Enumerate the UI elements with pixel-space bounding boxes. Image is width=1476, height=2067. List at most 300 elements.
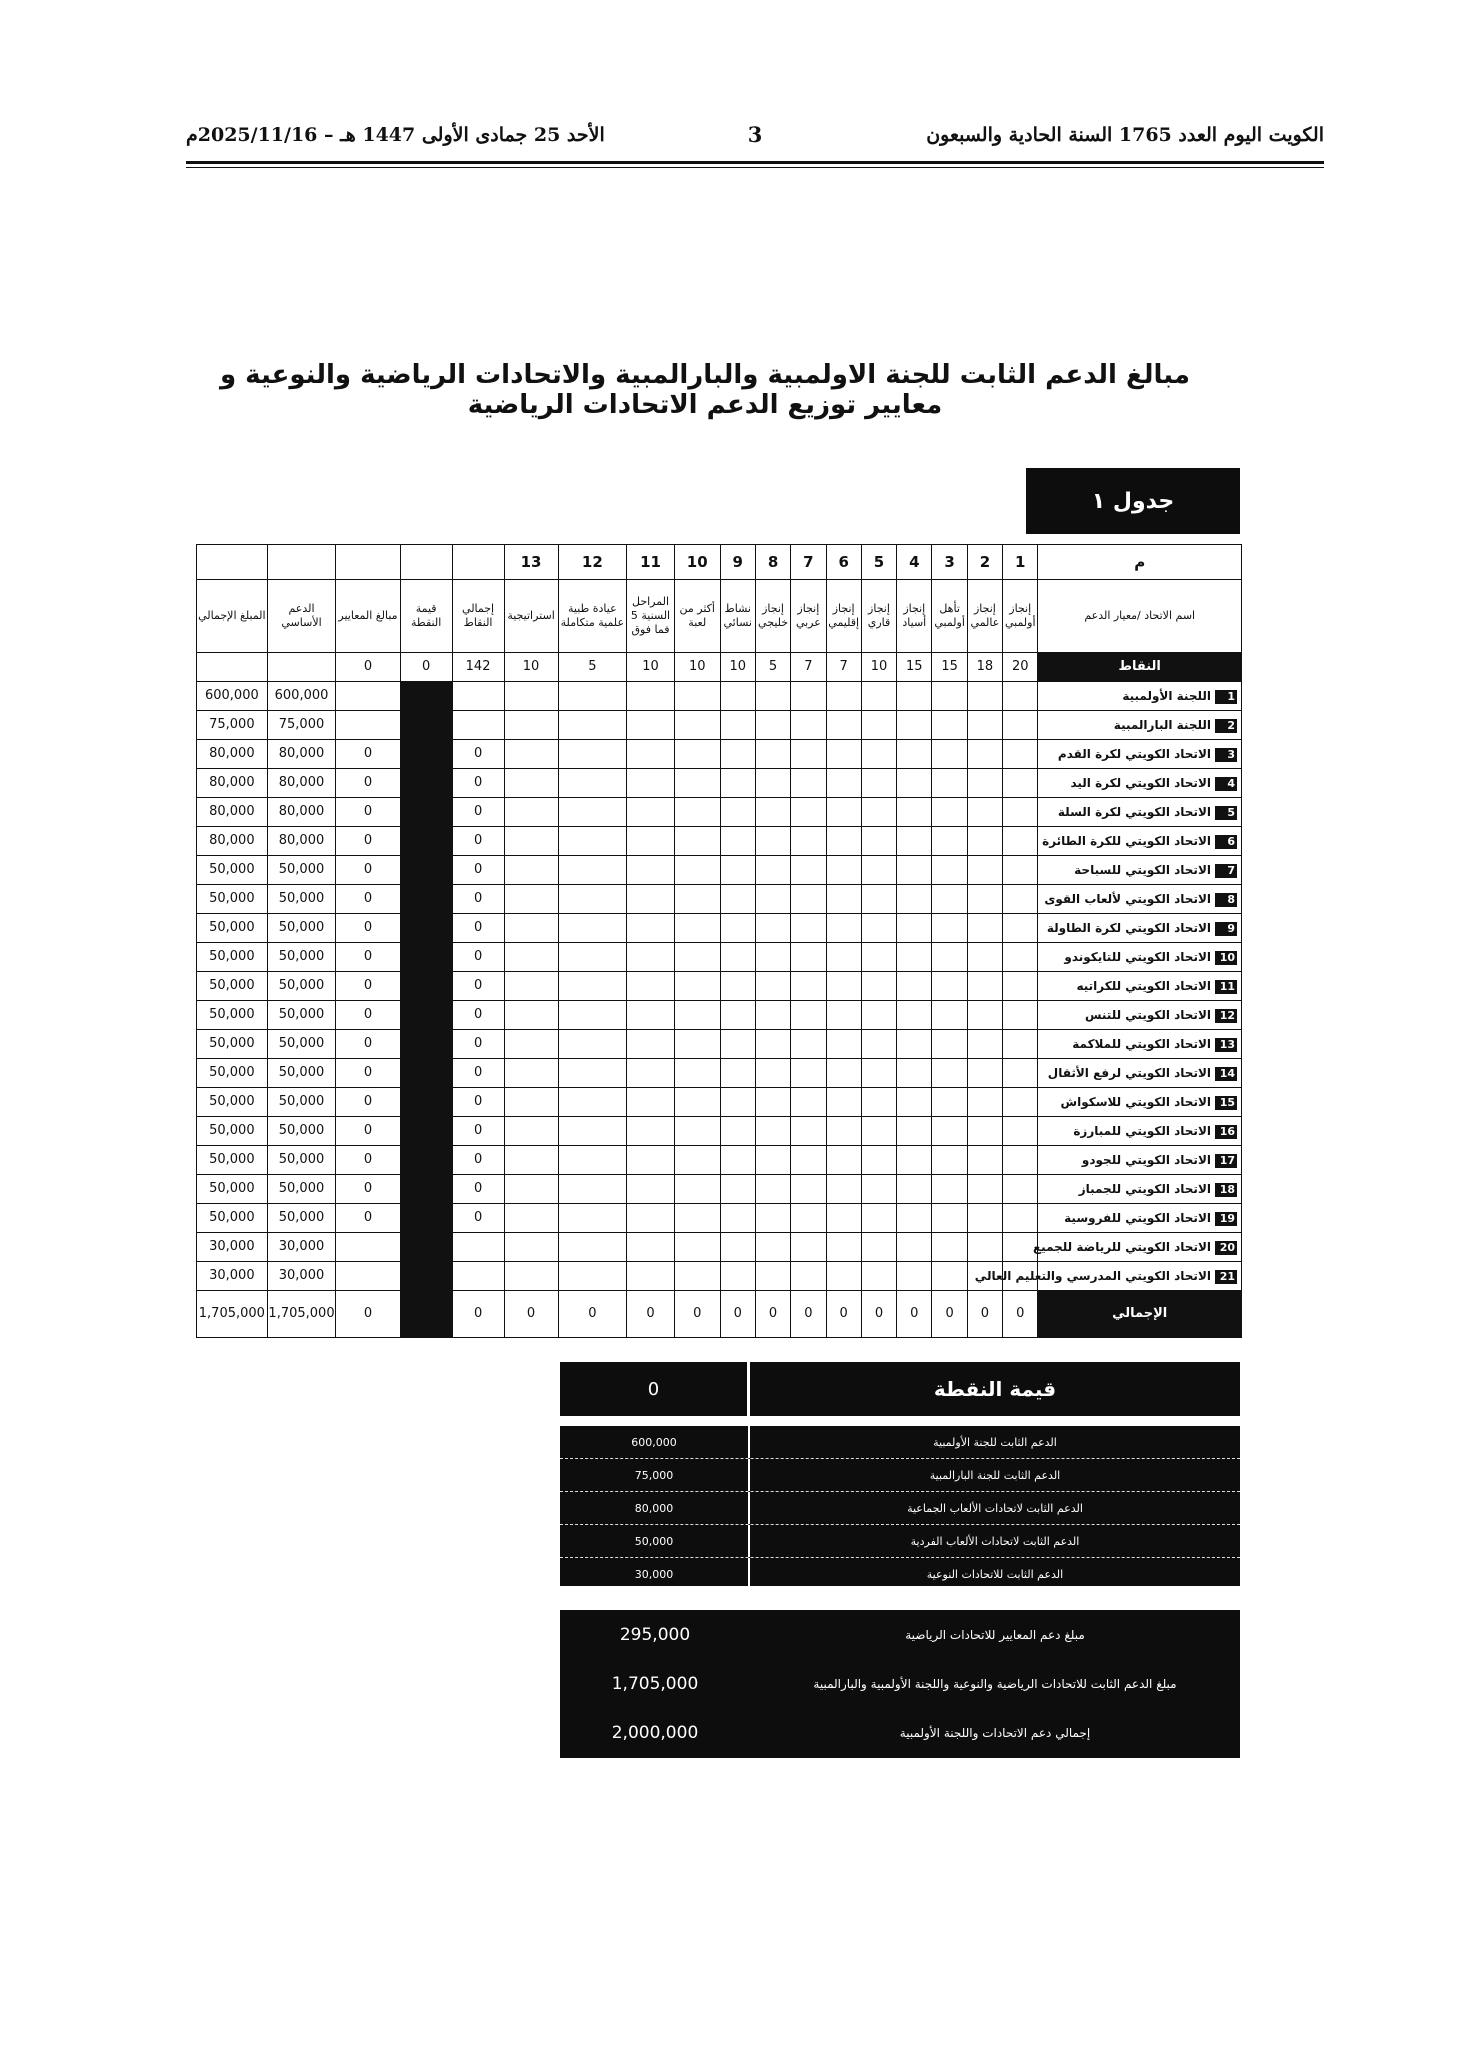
point-value-cell: 0 [400, 769, 452, 798]
criteria-score-cell [1003, 740, 1038, 769]
column-number-row [197, 545, 1242, 580]
point-value-cell: 0 [400, 1001, 452, 1030]
entity-name-cell [1038, 1175, 1242, 1204]
total-amount-cell: 50,000 [197, 1001, 268, 1030]
entity-name: الاتحاد الكويتي للجمباز [1078, 1181, 1211, 1196]
criteria-score-cell [861, 856, 896, 885]
criteria-score-cell [791, 1204, 826, 1233]
total-amount-cell: 75,000 [197, 711, 268, 740]
table-row [197, 1030, 1242, 1059]
criteria-score-cell [932, 856, 967, 885]
total-points-cell [452, 1262, 504, 1291]
total-cell: 0 [967, 1291, 1002, 1338]
total-amount-cell: 30,000 [197, 1262, 268, 1291]
criteria-score-cell [791, 682, 826, 711]
total-amount-cell: 30,000 [197, 1233, 268, 1262]
criteria-score-cell [720, 1204, 755, 1233]
criteria-score-cell [932, 711, 967, 740]
header-rule [186, 161, 1324, 164]
criteria-score-cell [627, 1262, 675, 1291]
table-row [197, 856, 1242, 885]
criteria-score-cell [826, 769, 861, 798]
criteria-score-cell [897, 1117, 932, 1146]
criteria-score-cell [897, 1204, 932, 1233]
criteria-score-cell [897, 1175, 932, 1204]
criteria-score-cell [755, 1204, 790, 1233]
column-number: 4 [897, 545, 932, 580]
row-index: 5 [1215, 806, 1237, 820]
fixed-support-value: 600,000 [560, 1426, 750, 1458]
total-points-cell: 0 [452, 943, 504, 972]
criteria-score-cell [504, 740, 558, 769]
entity-name: اللجنة الأولمبية [1122, 688, 1211, 703]
total-cell [400, 1291, 452, 1338]
criteria-score-cell [861, 711, 896, 740]
table-row [197, 1146, 1242, 1175]
table-row [197, 1233, 1242, 1262]
total-cell: 0 [336, 1291, 400, 1338]
criteria-score-cell [627, 827, 675, 856]
total-points-cell: 0 [452, 1146, 504, 1175]
table-row [197, 1262, 1242, 1291]
criteria-score-cell [627, 856, 675, 885]
basic-support-cell: 50,000 [267, 1030, 336, 1059]
column-header: تأهل أولمبي [932, 580, 967, 653]
total-amount-cell: 50,000 [197, 885, 268, 914]
entity-name: الاتحاد الكويتي للرياضة للجميع [1032, 1239, 1211, 1254]
criteria-score-cell [861, 682, 896, 711]
total-points-cell: 0 [452, 914, 504, 943]
column-number: 9 [720, 545, 755, 580]
total-points-cell: 0 [452, 1088, 504, 1117]
total-cell: 0 [861, 1291, 896, 1338]
criteria-score-cell [932, 885, 967, 914]
criteria-score-cell [558, 1001, 627, 1030]
summary-label: إجمالي دعم الاتحادات واللجنة الأولمبية [899, 1725, 1091, 1740]
points-cell: 0 [336, 653, 400, 682]
entity-name: الاتحاد الكويتي للفروسية [1064, 1210, 1211, 1225]
criteria-score-cell [897, 769, 932, 798]
points-cell: 10 [627, 653, 675, 682]
criteria-score-cell [897, 1262, 932, 1291]
criteria-amount-cell: 0 [336, 798, 400, 827]
total-amount-cell: 80,000 [197, 798, 268, 827]
criteria-score-cell [1003, 1117, 1038, 1146]
column-header: إنجاز عالمي [967, 580, 1002, 653]
point-value-cell: 0 [400, 943, 452, 972]
total-amount-cell: 50,000 [197, 1030, 268, 1059]
criteria-score-cell [932, 1117, 967, 1146]
criteria-score-cell [755, 1146, 790, 1175]
row-index: 4 [1215, 777, 1237, 791]
points-cell: 5 [558, 653, 627, 682]
entity-name: الاتحاد الكويتي للملاكمة [1072, 1036, 1211, 1051]
criteria-score-cell [755, 1030, 790, 1059]
criteria-score-cell [1003, 1030, 1038, 1059]
total-cell: 0 [897, 1291, 932, 1338]
criteria-score-cell [826, 740, 861, 769]
entity-name-cell [1038, 885, 1242, 914]
total-points-cell: 0 [452, 769, 504, 798]
criteria-score-cell [674, 740, 720, 769]
total-label: الإجمالي [1038, 1291, 1242, 1338]
criteria-score-cell [558, 856, 627, 885]
column-header: مبالغ المعايير [336, 580, 400, 653]
entity-name-cell [1038, 1117, 1242, 1146]
criteria-score-cell [558, 827, 627, 856]
criteria-score-cell [755, 972, 790, 1001]
criteria-score-cell [674, 769, 720, 798]
criteria-score-cell [504, 1233, 558, 1262]
points-cell: 10 [720, 653, 755, 682]
criteria-score-cell [558, 682, 627, 711]
criteria-score-cell [932, 1001, 967, 1030]
column-number [267, 545, 336, 580]
criteria-score-cell [674, 711, 720, 740]
criteria-score-cell [720, 1059, 755, 1088]
criteria-score-cell [755, 1117, 790, 1146]
point-value-cell: 0 [400, 914, 452, 943]
entity-name-cell [1038, 711, 1242, 740]
criteria-score-cell [932, 1175, 967, 1204]
entity-name: الاتحاد الكويتي للكرة الطائرة [1042, 833, 1211, 848]
basic-support-cell: 75,000 [267, 711, 336, 740]
criteria-score-cell [791, 1001, 826, 1030]
criteria-score-cell [504, 1146, 558, 1175]
points-cell: 15 [932, 653, 967, 682]
criteria-score-cell [897, 885, 932, 914]
criteria-score-cell [558, 914, 627, 943]
criteria-amount-cell: 0 [336, 972, 400, 1001]
gazette-issue: الكويت اليوم العدد 1765 السنة الحادية والسبعون [926, 124, 1324, 146]
fixed-support-value: 50,000 [560, 1525, 750, 1557]
criteria-score-cell [674, 1001, 720, 1030]
column-header: إنجاز إقليمي [826, 580, 861, 653]
criteria-score-cell [755, 769, 790, 798]
entity-name-cell [1038, 740, 1242, 769]
basic-support-cell: 50,000 [267, 1204, 336, 1233]
total-points-cell: 0 [452, 972, 504, 1001]
criteria-amount-cell: 0 [336, 914, 400, 943]
criteria-score-cell [861, 827, 896, 856]
basic-support-cell: 80,000 [267, 740, 336, 769]
table-row [197, 885, 1242, 914]
point-value-cell: 0 [400, 1030, 452, 1059]
fixed-support-label: الدعم الثابت لاتحادات الألعاب الجماعية [907, 1501, 1083, 1515]
point-value-cell: 0 [400, 856, 452, 885]
criteria-score-cell [720, 1262, 755, 1291]
total-points-cell [452, 682, 504, 711]
criteria-score-cell [791, 1030, 826, 1059]
entity-name-cell [1038, 1146, 1242, 1175]
table-row [197, 1001, 1242, 1030]
column-number: 6 [826, 545, 861, 580]
criteria-score-cell [558, 943, 627, 972]
point-value-cell: 0 [400, 972, 452, 1001]
points-label: النقاط [1038, 653, 1242, 682]
criteria-score-cell [967, 682, 1002, 711]
basic-support-cell: 80,000 [267, 769, 336, 798]
criteria-score-cell [720, 1117, 755, 1146]
column-number [197, 545, 268, 580]
criteria-score-cell [755, 711, 790, 740]
criteria-score-cell [967, 1146, 1002, 1175]
criteria-score-cell [861, 740, 896, 769]
criteria-score-cell [504, 1030, 558, 1059]
column-header: إجمالي النقاط [452, 580, 504, 653]
criteria-score-cell [755, 914, 790, 943]
basic-support-cell: 50,000 [267, 1117, 336, 1146]
column-number: 11 [627, 545, 675, 580]
total-cell: 0 [1003, 1291, 1038, 1338]
criteria-score-cell [558, 1233, 627, 1262]
table-row [197, 740, 1242, 769]
row-index: 8 [1215, 893, 1237, 907]
criteria-score-cell [861, 1088, 896, 1117]
column-header: المبلغ الإجمالي [197, 580, 268, 653]
basic-support-cell: 50,000 [267, 885, 336, 914]
fixed-support-label: الدعم الثابت للجنة البارالمبية [929, 1468, 1061, 1482]
summary-label: مبلغ دعم المعايير للاتحادات الرياضية [905, 1627, 1085, 1642]
criteria-score-cell [826, 914, 861, 943]
points-cell: 15 [897, 653, 932, 682]
criteria-score-cell [720, 885, 755, 914]
criteria-score-cell [826, 682, 861, 711]
total-cell: 0 [627, 1291, 675, 1338]
total-amount-cell: 80,000 [197, 827, 268, 856]
criteria-score-cell [967, 827, 1002, 856]
criteria-score-cell [558, 1175, 627, 1204]
table-row [197, 798, 1242, 827]
criteria-score-cell [861, 972, 896, 1001]
row-index: 12 [1215, 1009, 1237, 1023]
table-row [197, 1175, 1242, 1204]
criteria-score-cell [558, 1117, 627, 1146]
criteria-score-cell [967, 1175, 1002, 1204]
criteria-score-cell [558, 1088, 627, 1117]
criteria-score-cell [627, 1088, 675, 1117]
criteria-score-cell [720, 740, 755, 769]
criteria-score-cell [627, 1146, 675, 1175]
entity-name-cell [1038, 1059, 1242, 1088]
page-number: 3 [747, 122, 763, 147]
criteria-score-cell [932, 1146, 967, 1175]
criteria-score-cell [967, 1233, 1002, 1262]
points-cell [267, 653, 336, 682]
criteria-score-cell [861, 1059, 896, 1088]
total-amount-cell: 50,000 [197, 1117, 268, 1146]
criteria-score-cell [1003, 972, 1038, 1001]
criteria-score-cell [755, 885, 790, 914]
criteria-score-cell [791, 769, 826, 798]
criteria-score-cell [897, 1001, 932, 1030]
total-cell: 0 [674, 1291, 720, 1338]
criteria-score-cell [861, 1204, 896, 1233]
entity-name: الاتحاد الكويتي لكرة القدم [1057, 746, 1211, 761]
criteria-score-cell [504, 943, 558, 972]
total-row [197, 1291, 1242, 1338]
criteria-score-cell [1003, 769, 1038, 798]
criteria-score-cell [558, 798, 627, 827]
criteria-score-cell [674, 1175, 720, 1204]
point-value-cell: 0 [400, 1059, 452, 1088]
criteria-score-cell [826, 1001, 861, 1030]
point-value-cell: 0 [400, 798, 452, 827]
criteria-score-cell [826, 711, 861, 740]
table-row [197, 769, 1242, 798]
criteria-score-cell [504, 1001, 558, 1030]
criteria-score-cell [826, 1262, 861, 1291]
gazette-header [186, 118, 1324, 152]
criteria-score-cell [627, 1204, 675, 1233]
total-amount-cell: 50,000 [197, 943, 268, 972]
point-value-cell: 0 [400, 740, 452, 769]
row-index: 1 [1215, 690, 1237, 704]
criteria-score-cell [627, 1175, 675, 1204]
criteria-score-cell [897, 711, 932, 740]
points-cell: 20 [1003, 653, 1038, 682]
criteria-score-cell [967, 1204, 1002, 1233]
criteria-score-cell [791, 798, 826, 827]
summary-label: مبلغ الدعم الثابت للاتحادات الرياضية والنوعية واللجنة الأولمبية والبارالمبية [813, 1676, 1177, 1691]
criteria-score-cell [1003, 1146, 1038, 1175]
criteria-score-cell [755, 1262, 790, 1291]
total-points-cell: 0 [452, 740, 504, 769]
criteria-score-cell [932, 1088, 967, 1117]
points-cell: 10 [674, 653, 720, 682]
total-points-cell [452, 711, 504, 740]
total-cell: 0 [791, 1291, 826, 1338]
fixed-support-value: 75,000 [560, 1459, 750, 1491]
criteria-score-cell [967, 1059, 1002, 1088]
basic-support-cell: 50,000 [267, 943, 336, 972]
criteria-score-cell [861, 943, 896, 972]
criteria-score-cell [627, 943, 675, 972]
table-row [197, 827, 1242, 856]
criteria-amount-cell [336, 711, 400, 740]
criteria-score-cell [720, 798, 755, 827]
criteria-score-cell [674, 1059, 720, 1088]
point-value-label: قيمة النقطة [933, 1377, 1057, 1401]
row-index: 21 [1215, 1270, 1237, 1284]
criteria-amount-cell [336, 1233, 400, 1262]
basic-support-cell: 50,000 [267, 856, 336, 885]
basic-support-cell: 80,000 [267, 798, 336, 827]
total-cell: 0 [755, 1291, 790, 1338]
points-cell: 142 [452, 653, 504, 682]
criteria-score-cell [627, 1001, 675, 1030]
criteria-score-cell [674, 682, 720, 711]
criteria-score-cell [558, 1030, 627, 1059]
criteria-amount-cell: 0 [336, 885, 400, 914]
criteria-score-cell [720, 1030, 755, 1059]
column-number: م [1038, 545, 1242, 580]
criteria-score-cell [791, 1117, 826, 1146]
row-index: 18 [1215, 1183, 1237, 1197]
criteria-score-cell [791, 1233, 826, 1262]
point-value-cell: 0 [400, 827, 452, 856]
entity-name: الاتحاد الكويتي للتايكوندو [1064, 949, 1211, 964]
row-index: 16 [1215, 1125, 1237, 1139]
entity-name: الاتحاد الكويتي لكرة الطاولة [1046, 920, 1211, 935]
criteria-score-cell [720, 856, 755, 885]
point-value-cell [400, 1233, 452, 1262]
entity-name: الاتحاد الكويتي لكرة السلة [1057, 804, 1211, 819]
criteria-score-cell [558, 1059, 627, 1088]
criteria-score-cell [627, 769, 675, 798]
points-cell: 5 [755, 653, 790, 682]
criteria-score-cell [755, 1059, 790, 1088]
entity-name-cell [974, 1262, 1242, 1291]
criteria-score-cell [755, 943, 790, 972]
entity-name: الاتحاد الكويتي لكرة اليد [1070, 775, 1211, 790]
criteria-score-cell [932, 943, 967, 972]
fixed-support-row [560, 1558, 1240, 1590]
criteria-score-cell [932, 914, 967, 943]
criteria-score-cell [932, 682, 967, 711]
column-header: إنجاز أولمبي [1003, 580, 1038, 653]
criteria-score-cell [720, 711, 755, 740]
table-row [197, 1088, 1242, 1117]
criteria-score-cell [504, 1262, 558, 1291]
criteria-score-cell [897, 682, 932, 711]
row-index: 9 [1215, 922, 1237, 936]
summary-value: 2,000,000 [611, 1722, 699, 1743]
row-index: 19 [1215, 1212, 1237, 1226]
criteria-amount-cell: 0 [336, 1175, 400, 1204]
entity-name-cell [1038, 769, 1242, 798]
criteria-score-cell [674, 798, 720, 827]
points-cell [197, 653, 268, 682]
criteria-score-cell [791, 711, 826, 740]
entity-name-cell [1038, 1088, 1242, 1117]
criteria-score-cell [720, 769, 755, 798]
criteria-score-cell [967, 972, 1002, 1001]
entity-name-cell [1038, 914, 1242, 943]
criteria-score-cell [932, 1204, 967, 1233]
points-cell: 10 [504, 653, 558, 682]
column-number [400, 545, 452, 580]
entity-name-cell [1038, 682, 1242, 711]
points-cell: 18 [967, 653, 1002, 682]
total-points-cell: 0 [452, 1204, 504, 1233]
criteria-score-cell [967, 856, 1002, 885]
total-points-cell: 0 [452, 885, 504, 914]
criteria-score-cell [897, 740, 932, 769]
row-index: 10 [1215, 951, 1237, 965]
summary-row [560, 1708, 1240, 1757]
criteria-score-cell [967, 798, 1002, 827]
criteria-score-cell [967, 1030, 1002, 1059]
criteria-score-cell [897, 1146, 932, 1175]
criteria-score-cell [674, 914, 720, 943]
criteria-score-cell [791, 1146, 826, 1175]
criteria-score-cell [791, 943, 826, 972]
criteria-score-cell [1003, 798, 1038, 827]
basic-support-cell: 50,000 [267, 1001, 336, 1030]
criteria-amount-cell: 0 [336, 827, 400, 856]
criteria-score-cell [932, 740, 967, 769]
point-value-cell: 0 [400, 1088, 452, 1117]
criteria-score-cell [791, 1088, 826, 1117]
criteria-score-cell [504, 798, 558, 827]
criteria-score-cell [720, 827, 755, 856]
column-header: أكثر من لعبة [674, 580, 720, 653]
row-index: 7 [1215, 864, 1237, 878]
summary-box [560, 1610, 1240, 1758]
criteria-score-cell [967, 914, 1002, 943]
gazette-date: الأحد 25 جمادى الأولى 1447 هـ – 2025/11/16م [186, 124, 605, 146]
